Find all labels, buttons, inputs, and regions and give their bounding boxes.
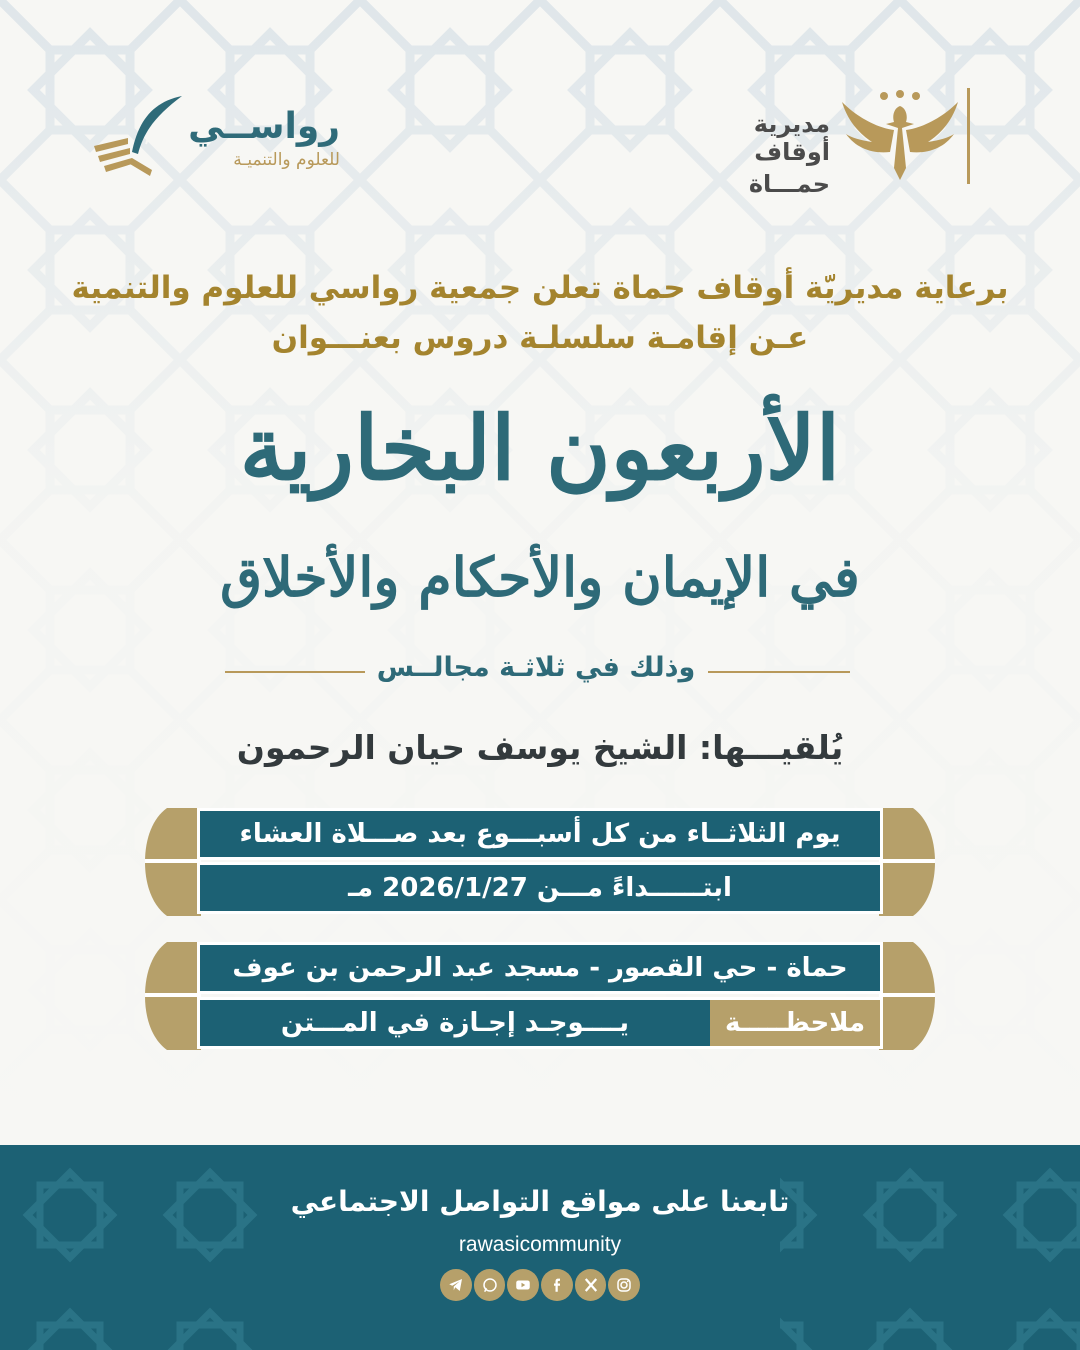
announcement-line1: برعاية مديريّة أوقاف حماة تعلن جمعية رواسي للعلوم والتنمية	[71, 270, 1009, 306]
schedule-start-bar	[197, 862, 883, 914]
social-handle[interactable]: rawasicommunity	[458, 1233, 622, 1256]
scroll-cap-right-1	[879, 808, 935, 916]
divider-left	[225, 671, 365, 673]
instagram-icon[interactable]	[608, 1269, 640, 1301]
facebook-icon[interactable]	[541, 1269, 573, 1301]
sessions-text: وذلك في ثلاثـة مجالــس	[376, 652, 696, 683]
scroll-cap-left-2	[145, 942, 201, 1050]
scroll-cap-left-1	[145, 808, 201, 916]
awqaf-line1: مديرية أوقاف	[753, 110, 830, 166]
eagle-emblem-icon	[838, 88, 962, 184]
rawasi-logo-text	[180, 108, 340, 170]
header-divider	[967, 88, 970, 184]
announcement-line2: عـن إقامـة سلسلـة دروس بعنـــوان	[271, 320, 809, 356]
telegram-icon[interactable]	[440, 1269, 472, 1301]
follow-text: تابعنا على مواقع التواصل الاجتماعي	[290, 1185, 790, 1218]
rawasi-name: رواســي	[188, 106, 340, 147]
schedule-day-bar	[197, 808, 883, 860]
note-text: يــــوجـد إجـازة في المـــتن	[280, 1008, 630, 1038]
note-bar	[197, 997, 883, 1049]
quill-book-icon	[92, 92, 188, 180]
x-icon[interactable]	[575, 1269, 607, 1301]
scroll-cap-right-2	[879, 942, 935, 1050]
lecturer: يُلقيـــها: الشيخ يوسف حيان الرحمون	[236, 728, 844, 767]
awqaf-line2: حمـــاة	[748, 170, 830, 198]
location-bar	[197, 942, 883, 994]
title-sub: في الإيمان والأحكام والأخلاق	[220, 545, 860, 609]
whatsapp-icon[interactable]	[474, 1269, 506, 1301]
title-main: الأربعون البخارية	[239, 396, 841, 500]
youtube-icon[interactable]	[507, 1269, 539, 1301]
rawasi-subtitle: للعلوم والتنميـة	[233, 149, 340, 170]
schedule-start-text: ابتــــــداءً مـــن 2026/1/27 مـ	[348, 873, 732, 903]
awqaf-logo-text	[700, 110, 830, 198]
social-icons	[440, 1269, 640, 1303]
schedule-day-text: يوم الثلاثــاء من كل أسبـــوع بعد صـــلاة العشاء	[239, 819, 841, 849]
divider-right	[708, 671, 850, 673]
location-text: حماة - حي القصور - مسجد عبد الرحمن بن عوف	[232, 953, 848, 983]
note-label: ملاحظـــــة	[710, 1000, 880, 1046]
footer	[0, 1145, 1080, 1350]
